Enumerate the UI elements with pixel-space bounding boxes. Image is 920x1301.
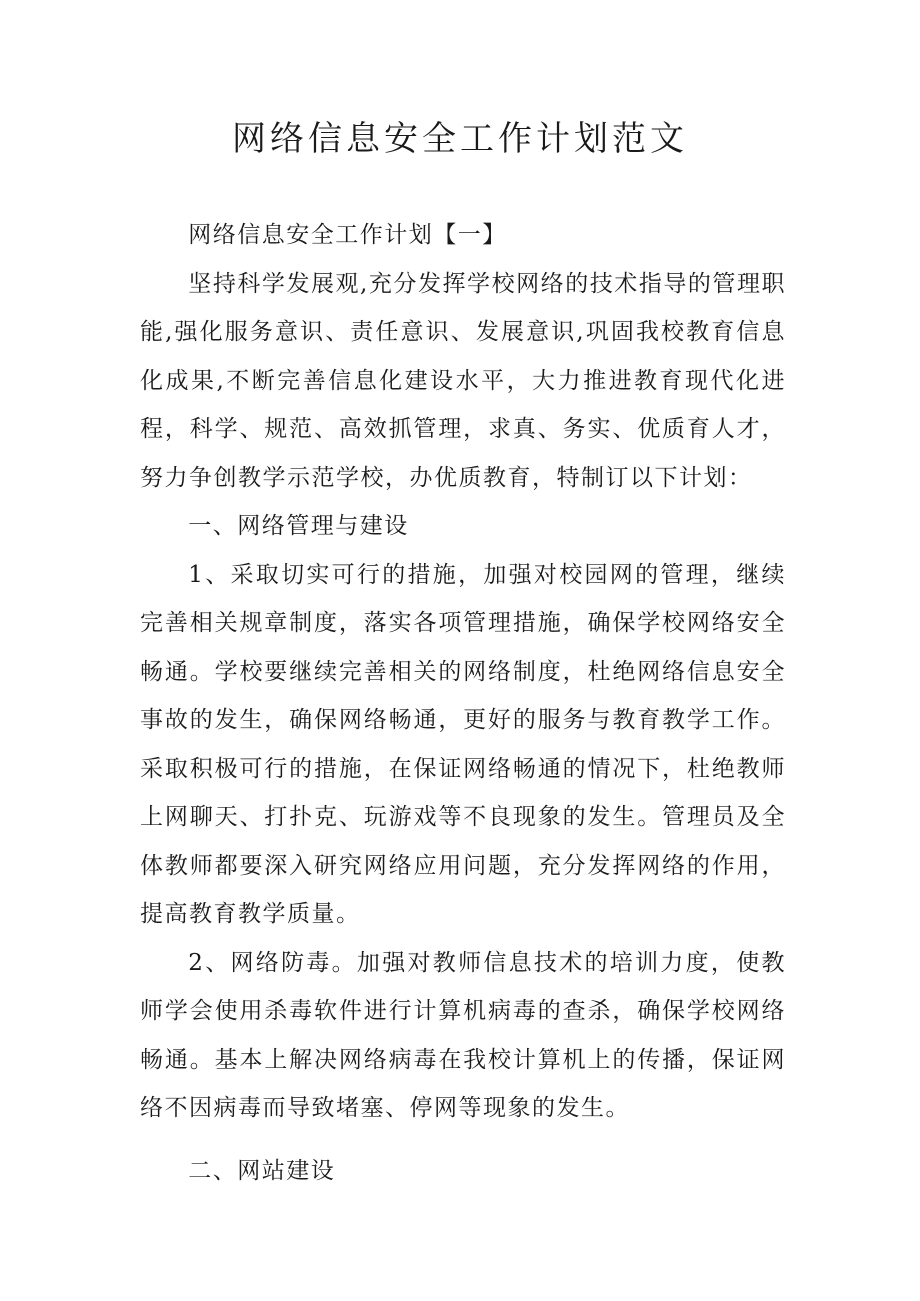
section-heading-website: 二、网站建设: [188, 1157, 336, 1184]
paragraph-item-2: 2、网络防毒。加强对教师信息技术的培训力度，使教师学会使用杀毒软件进行计算机病毒的查杀，确保学校网络畅通。基本上解决网络病毒在我校计算机上的传播，保证网络不因病毒而导致堵塞、停网等现象的发生。: [140, 949, 786, 1121]
plan-heading: 网络信息安全工作计划【一】: [188, 222, 507, 248]
paragraph-item-1: 1、采取切实可行的措施，加强对校园网的管理，继续完善相关规章制度，落实各项管理措施，确保学校网络安全畅通。学校要继续完善相关的网络制度，杜绝网络信息安全事故的发生，确保网络畅通，更好的服务与教育教学工作。采取积极可行的措施，在保证网络畅通的情况下，杜绝教师上网聊天、打扑克、玩游戏等不良现象的发生。管理员及全体教师都要深入研究网络应用问题，充分发挥网络的作用，提高教育教学质量。: [140, 561, 786, 927]
intro-paragraph: 坚持科学发展观,充分发挥学校网络的技术指导的管理职能,强化服务意识、责任意识、发展意识,巩固我校教育信息化成果,不断完善信息化建设水平，大力推进教育现代化进程，科学、规范、高效抓管理，求真、务实、优质育人才，努力争创教学示范学校，办优质教育，特制订以下计划：: [140, 270, 786, 491]
document-body: [140, 211, 786, 1195]
document-title: 网络信息安全工作计划范文: [232, 119, 688, 159]
section-heading-network-management: 一、网络管理与建设: [188, 513, 409, 539]
